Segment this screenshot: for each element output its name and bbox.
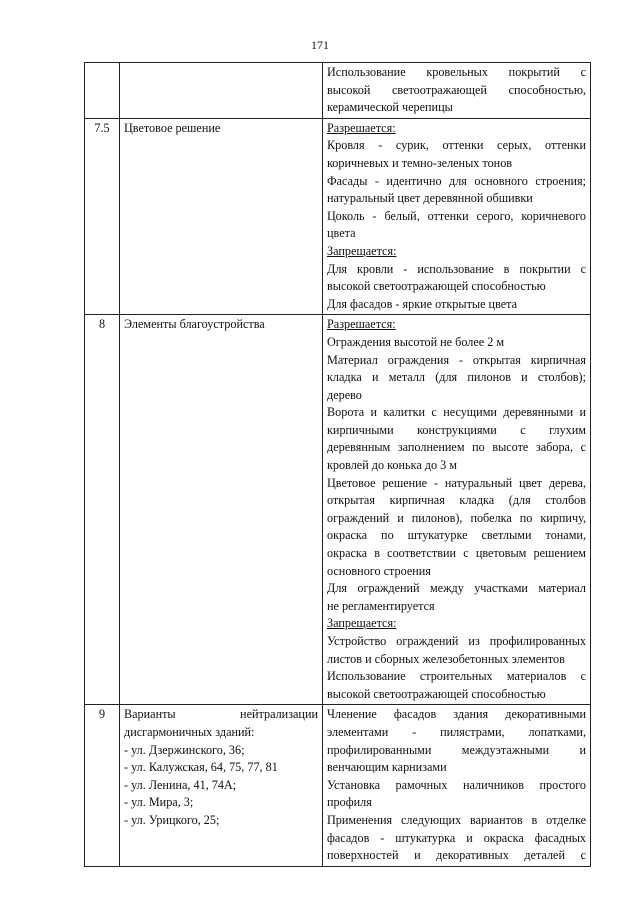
item-name-cell [120,315,323,705]
text-line: деревянным заполнением по высоте забора, с [327,440,586,455]
text-line: Цветовое решение - натуральный цвет дерева, [327,475,586,490]
text-line: высокой светоотражающей способностью, [327,82,586,97]
text-line: не регламентируется [327,598,435,613]
text-line: - ул. Калужская, 64, 75, 77, 81 [124,760,278,775]
table-row [85,118,591,315]
item-name-cell [120,705,323,866]
requirements-cell [323,315,591,705]
row-number-cell [85,63,120,119]
row-number-cell: 9 [85,705,120,866]
section-heading: Разрешается: [327,120,396,135]
text-line: - ул. Ленина, 41, 74А; [124,777,237,792]
text-line: Элементы благоустройства [124,317,265,332]
table-row [85,315,591,705]
text-line: коричневых и темно-зеленых тонов [327,155,513,170]
text-line: Использование строительных материалов с [327,669,586,684]
text-line: элементами - пилястрами, лопатками, [327,724,586,739]
text-line: кладка и металл (для пилонов и столбов); [327,370,586,385]
text-line: натуральный цвет деревянной обшивки [327,191,533,206]
text-line: профиля [327,795,372,810]
text-line: окраска в соответствии с цветовым решением [327,546,586,561]
text-line: Материал ограждения - открытая кирпичная [327,352,586,367]
text-line: окраска по штукатурке светлыми тонами, [327,528,586,543]
text-line: поверхностей и декоративных деталей с [327,848,586,863]
text-line: Ворота и калитки с несущими деревянными и [327,405,586,420]
text-line: высокой светоотражающей способностью [327,686,546,701]
table-body [85,63,591,867]
text-line: - ул. Мира, 3; [124,795,194,810]
text-line: Кровля - сурик, оттенки серых, оттенки [327,138,586,153]
text-line: кровлей до конька до 3 м [327,458,457,473]
text-line: Ограждения высотой не более 2 м [327,334,505,349]
text-line: Устройство ограждений из профилированных [327,634,586,648]
text-line: высокой светоотражающей способностью [327,279,546,294]
section-heading: Разрешается: [327,317,396,332]
table-row [85,705,591,866]
section-heading: Запрещается: [327,243,397,258]
item-name-cell [120,118,323,315]
text-line: Членение фасадов здания декоративными [327,707,586,722]
text-line: открытая кирпичная кладка (для столбов [327,493,586,508]
row-number-cell: 7.5 [85,118,120,315]
page-number: 171 [311,38,329,52]
text-line: Применения следующих вариантов в отделке [327,812,586,827]
text-line: Для кровли - использование в покрытии с [327,261,586,276]
text-line: керамической черепицы [327,100,453,115]
text-line: - ул. Дзержинского, 36; [124,742,245,757]
text-line: Для ограждений между участками материал [327,581,586,596]
regulations-table [84,62,591,867]
row-number-cell: 8 [85,315,120,705]
text-line: профилированными междуэтажными и [327,742,586,757]
text-line: Для фасадов - яркие открытые цвета [327,296,518,311]
table-row [85,63,591,119]
item-name-cell [120,63,323,119]
text-line: дисгармоничных зданий: [124,724,255,739]
text-line: венчающим карнизами [327,760,447,775]
text-line: цвета [327,226,356,241]
text-line: Цоколь - белый, оттенки серого, коричневого [327,208,586,223]
text-line: ограждений и пилонов), побелка по кирпичу, [327,510,586,525]
text-line: листов и сборных железобетонных элементов [327,651,565,666]
text-line: Установка рамочных наличников простого [327,777,586,792]
section-heading: Запрещается: [327,616,397,631]
text-line: Фасады - идентично для основного строения; [327,173,586,188]
requirements-cell [323,705,591,866]
text-line: Цветовое решение [124,120,221,135]
text-line: Использование кровельных покрытий с [327,65,586,79]
text-line: фасадов - штукатурка и окраска фасадных [327,830,586,845]
text-line: дерево [327,387,362,402]
requirements-cell [323,118,591,315]
text-line: кирпичными конструкциями с глухим [327,422,586,437]
text-line: Варианты нейтрализации [124,707,318,722]
requirements-cell [323,63,591,119]
text-line: основного строения [327,563,431,578]
text-line: - ул. Урицкого, 25; [124,812,220,827]
